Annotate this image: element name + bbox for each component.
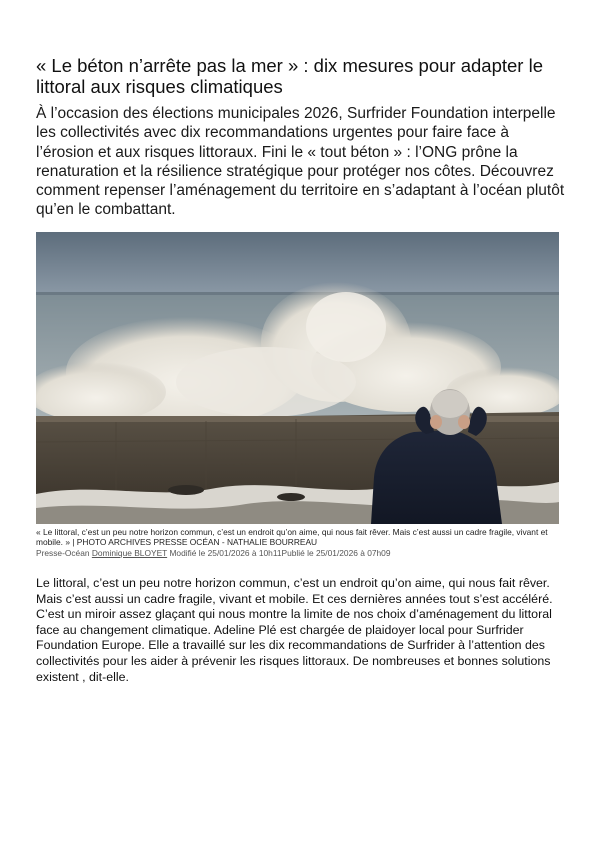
byline-published: Publié le 25/01/2026 à 07h09 (281, 548, 391, 558)
article-body: Le littoral, c’est un peu notre horizon commun, c’est un endroit qu’on aime, qui nous fait rêver. Mais c’est aussi un cadre fragile, vivant et mobile. Et ces dernières années tout s’est accéléré. C’est un miroir assez glaçant qui nous montre la limite de nos choix d’aménagement du littoral face au changement climatique. Adeline Plé est chargée de plaidoyer local pour Surfrider Foundation Europe. Elle a travaillé sur les dix recommandations de Surfrider à l’attention des collectivités pour les aider à prévenir les risques littoraux. De nombreuses et bonnes solutions existent , dit-elle. (36, 576, 553, 684)
photo-waves-seawall-icon (36, 232, 559, 524)
article-photo (36, 232, 559, 524)
byline-author-link[interactable]: Dominique BLOYET (91, 548, 168, 558)
article-lead: À l’occasion des élections municipales 2026, Surfrider Foundation interpelle les collectivités avec dix recommandations urgentes pour faire face à l’érosion et aux risques littoraux. Fini le « tout béton » : l’ONG prône la renaturation et la résilience stratégique pour protéger nos côtes. Découvrez comment repenser l’aménagement du territoire en s’adaptant à l’océan plutôt qu’en le combattant. (36, 105, 565, 219)
article-byline (36, 548, 576, 558)
byline-source: Presse-Océan (36, 548, 90, 558)
byline-modified: Modifié le 25/01/2026 à 10h11 (169, 548, 282, 558)
photo-caption: « Le littoral, c’est un peu notre horizon commun, c’est un endroit qu’on aime, qui nous fait rêver. Mais c’est aussi un cadre fragile, vivant et mobile. » | PHOTO ARCHIVES PRESSE OCÉAN - NATHALIE BOURREAU (36, 527, 548, 548)
article-title: « Le béton n’arrête pas la mer » : dix mesures pour adapter le littoral aux risques climatiques (36, 55, 543, 97)
